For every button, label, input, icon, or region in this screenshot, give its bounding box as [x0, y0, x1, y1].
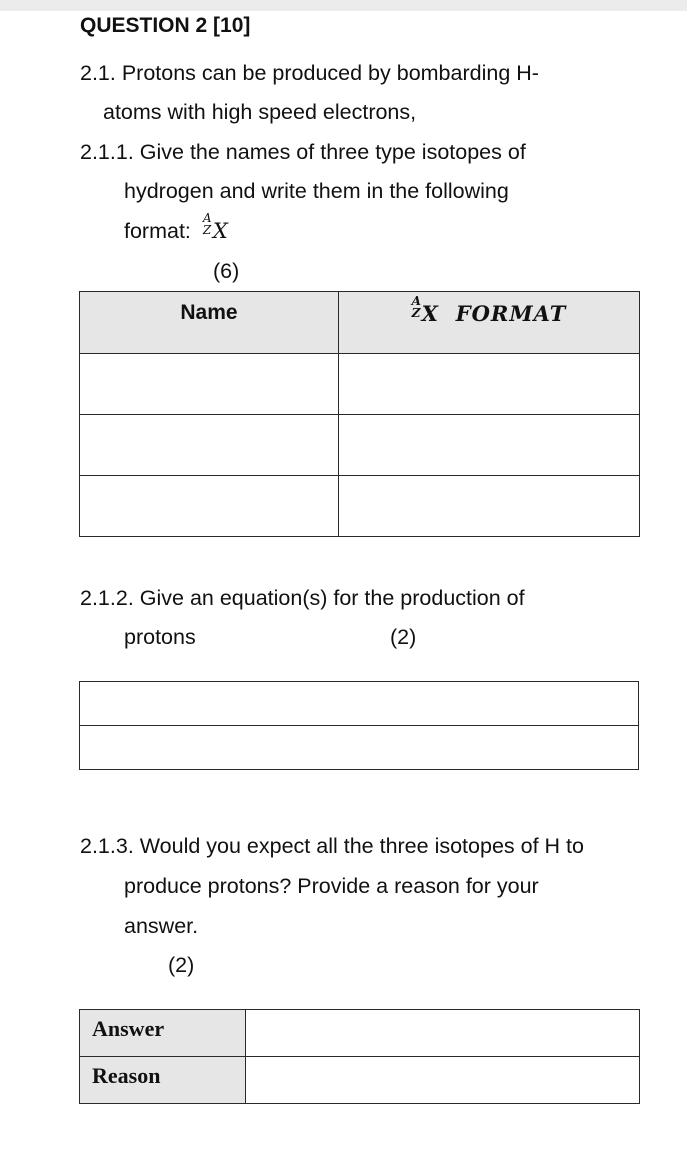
reason-label: Reason	[80, 1057, 246, 1104]
table-row	[80, 682, 639, 726]
equation-cell[interactable]	[80, 682, 639, 726]
isotope-table	[79, 291, 640, 537]
q2-1-3-text-line2: produce protons? Provide a reason for your	[124, 874, 539, 898]
q2-1-1-marks: (6)	[213, 259, 240, 283]
isotope-name-cell[interactable]	[80, 415, 339, 476]
isotope-format-cell[interactable]	[339, 476, 640, 537]
table-row	[80, 415, 640, 476]
table-row	[80, 476, 640, 537]
nuclide-notation	[202, 211, 228, 245]
q2-1-2-marks: (2)	[390, 625, 417, 649]
q2-1-1-text-line2: hydrogen and write them in the following	[124, 179, 509, 203]
table-row	[80, 354, 640, 415]
table-row	[80, 1010, 640, 1057]
equation-table	[79, 681, 639, 770]
header-format	[339, 292, 640, 354]
isotope-name-cell[interactable]	[80, 476, 339, 537]
isotope-format-cell[interactable]	[339, 415, 640, 476]
equation-cell[interactable]	[80, 726, 639, 770]
q2-1-2-text-line1: 2.1.2. Give an equation(s) for the production of	[80, 586, 525, 610]
format-label: format:	[124, 219, 191, 243]
answer-cell[interactable]	[246, 1010, 640, 1057]
atomic-number-symbol: Z	[202, 223, 212, 237]
answer-reason-table	[79, 1009, 640, 1104]
table-row	[80, 726, 639, 770]
header-name: Name	[80, 292, 339, 354]
q2-1-3-text-line1: 2.1.3. Would you expect all the three isotopes of H to	[80, 834, 584, 858]
table-row	[80, 1057, 640, 1104]
isotope-table-header	[80, 292, 640, 354]
header-nuclide-notation	[411, 294, 438, 326]
q2-1-text-line1: 2.1. Protons can be produced by bombarding H-	[80, 61, 539, 85]
answer-label: Answer	[80, 1010, 246, 1057]
q2-1-1-text-line3	[124, 211, 228, 245]
header-format-label: FORMAT	[455, 301, 567, 326]
isotope-name-cell[interactable]	[80, 354, 339, 415]
q2-1-1-text-line1: 2.1.1. Give the names of three type isotopes of	[80, 140, 526, 164]
q2-1-3-marks: (2)	[168, 953, 195, 977]
top-margin-bar	[0, 0, 687, 11]
header-atomic-symbol: Z	[411, 306, 421, 320]
question-heading: QUESTION 2 [10]	[80, 14, 251, 37]
isotope-format-cell[interactable]	[339, 354, 640, 415]
reason-cell[interactable]	[246, 1057, 640, 1104]
header-mass-symbol: A	[411, 294, 421, 308]
element-symbol: X	[212, 219, 228, 243]
q2-1-2-text-line2: protons	[124, 625, 196, 649]
q2-1-text-line2: atoms with high speed electrons,	[103, 100, 417, 124]
mass-number-symbol: A	[202, 211, 212, 225]
header-element-symbol: X	[421, 301, 438, 326]
q2-1-3-text-line3: answer.	[124, 914, 199, 938]
